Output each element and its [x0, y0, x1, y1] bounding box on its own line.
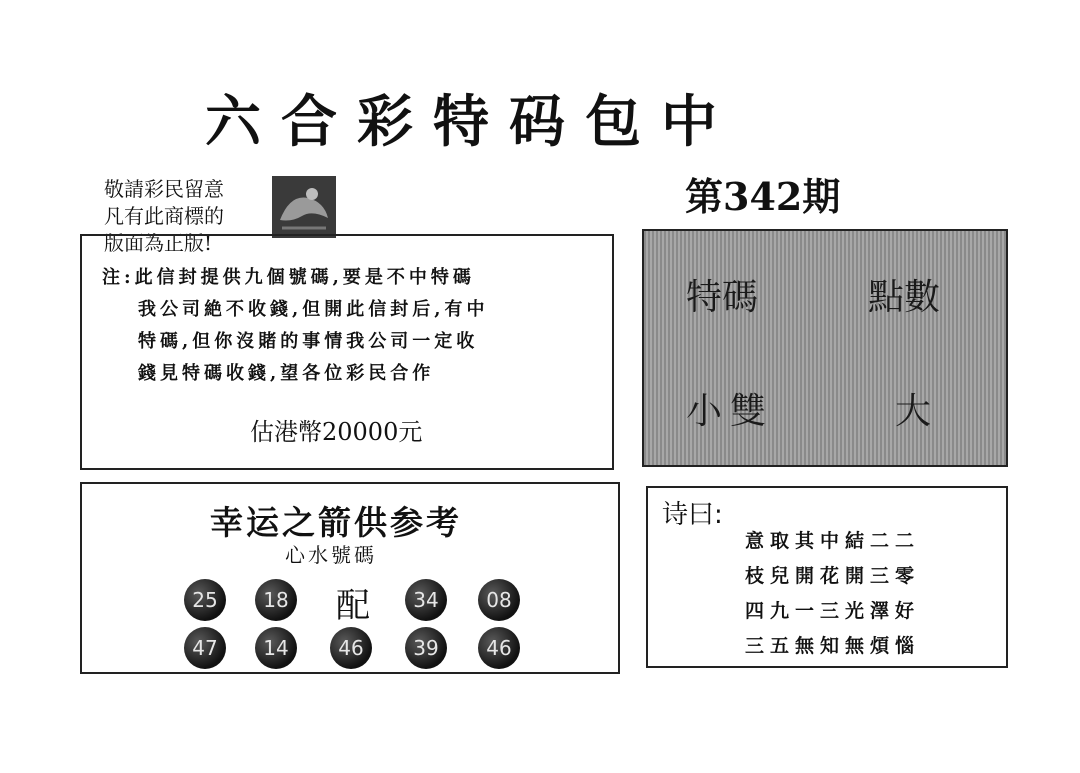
page-title: 六合彩特码包中	[205, 90, 737, 155]
note-line: 注:此信封提供九個號碼,要是不中特碼	[102, 267, 475, 288]
note-line: 我公司絶不收錢,但開此信封后,有中	[138, 299, 489, 320]
deposit-amount: 估港幣20000元	[250, 418, 423, 446]
issue-number: 第342期	[685, 174, 841, 219]
trademark-logo	[272, 176, 336, 238]
poem-line: 枝兒開花開三零	[745, 565, 921, 587]
number-ball: 14	[255, 627, 297, 669]
notice-line: 凡有此商標的	[104, 204, 224, 228]
poem-line: 意取其中結二二	[745, 530, 921, 552]
number-ball: 25	[184, 579, 226, 621]
points-value: 大	[895, 391, 932, 432]
special-code-label: 特碼	[686, 277, 759, 318]
number-ball: 46	[478, 627, 520, 669]
envelope-note	[102, 262, 602, 390]
notice-line: 敬請彩民留意	[104, 177, 224, 201]
number-ball: 47	[184, 627, 226, 669]
pair-label: 配	[336, 586, 370, 626]
poem-line: 四九一三光澤好	[745, 600, 921, 622]
number-ball: 34	[405, 579, 447, 621]
notice-line: 版面為正版!	[104, 231, 213, 255]
poem-text	[745, 524, 920, 664]
poem-line: 三五無知無煩惱	[745, 635, 921, 657]
note-line: 錢見特碼收錢,望各位彩民合作	[138, 363, 435, 384]
poem-label: 诗曰:	[662, 500, 723, 530]
number-ball: 08	[478, 579, 520, 621]
points-label: 點數	[868, 277, 941, 318]
special-code-value: 小雙	[686, 391, 775, 432]
note-line: 特碼,但你沒賭的事情我公司一定收	[138, 331, 479, 352]
number-ball: 46	[330, 627, 372, 669]
lucky-title: 幸运之箭供参考	[210, 503, 462, 542]
number-ball: 18	[255, 579, 297, 621]
lucky-subtitle: 心水號碼	[285, 543, 377, 567]
number-ball: 39	[405, 627, 447, 669]
